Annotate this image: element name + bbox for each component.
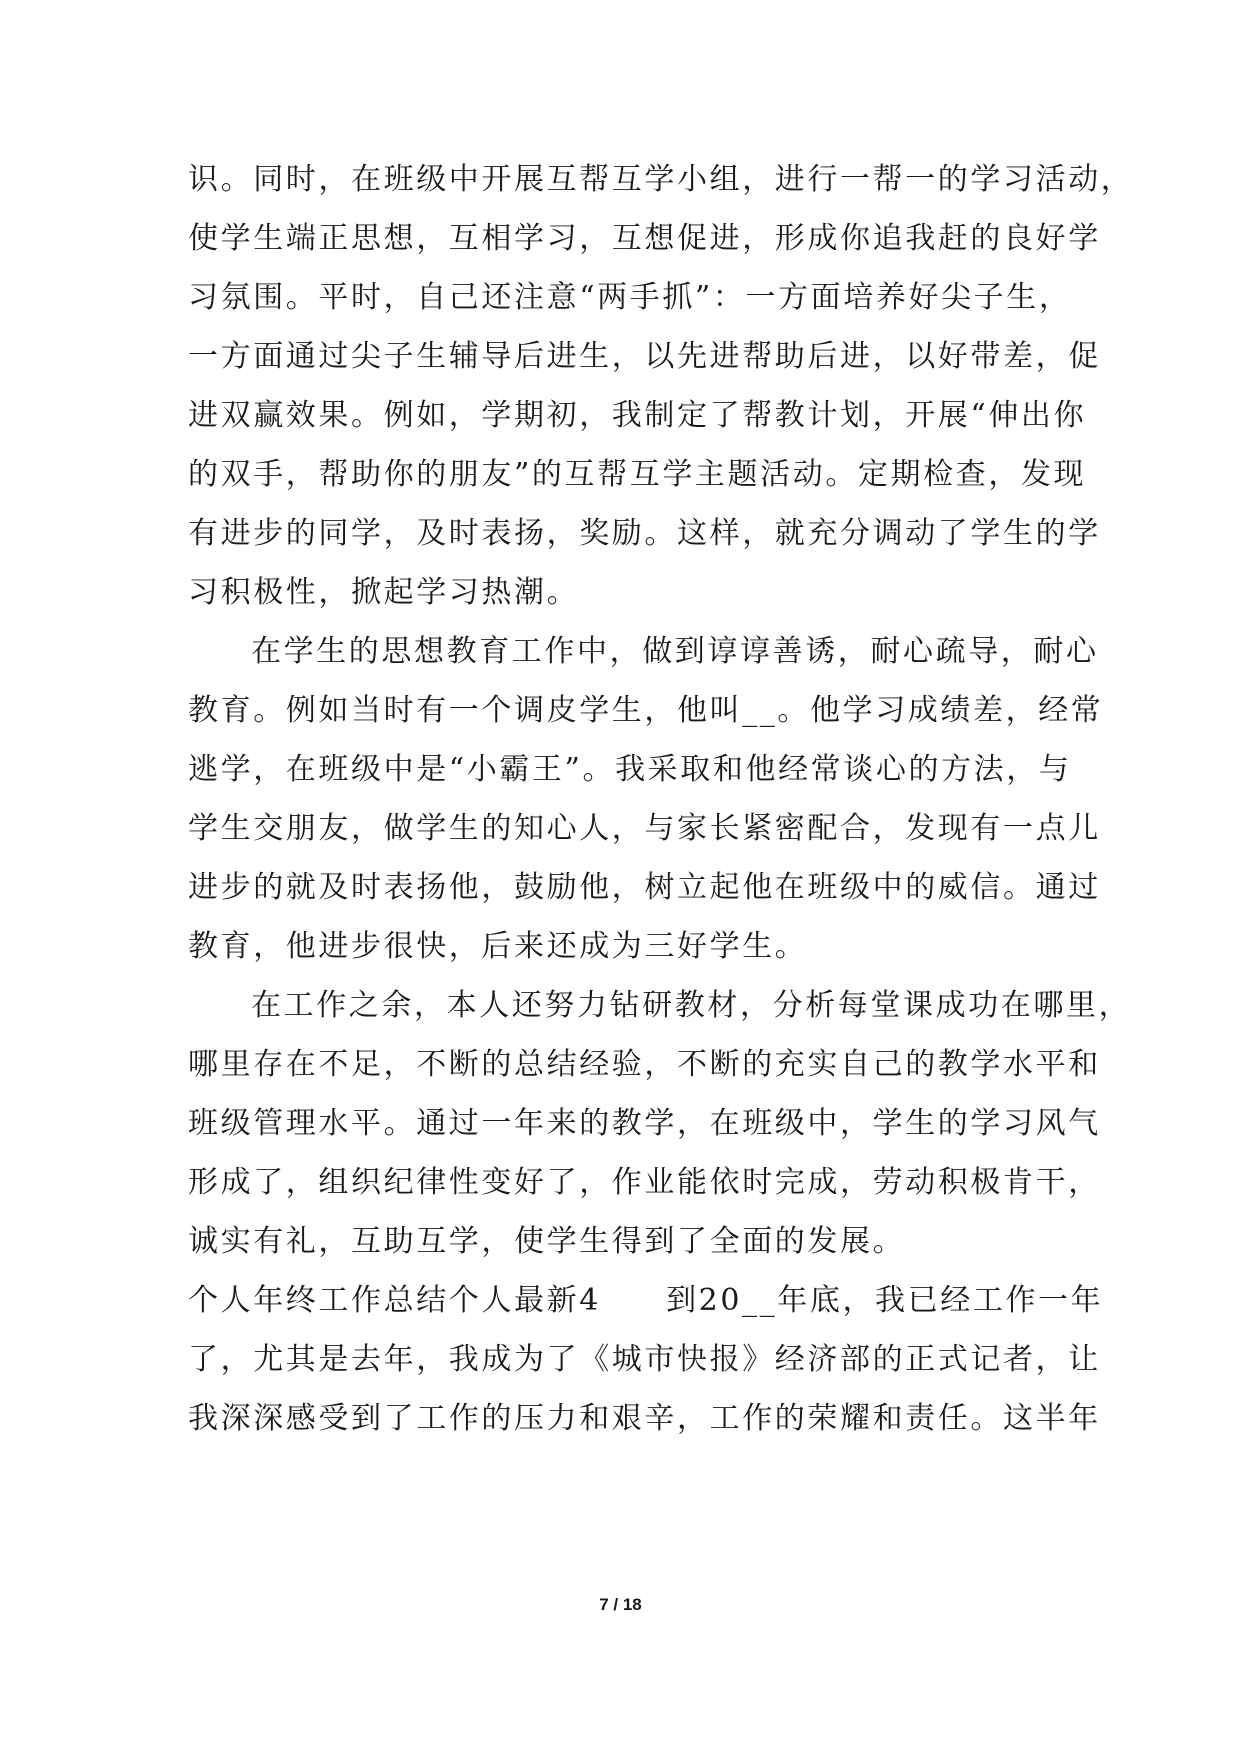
paragraph-line: 使学生端正思想，互相学习，互想促进，形成你追我赶的良好学 — [188, 221, 1101, 256]
paragraph-line: 班级管理水平。通过一年来的教学，在班级中，学生的学习风气 — [188, 1106, 1101, 1141]
paragraph-line: 逃学，在班级中是“小霸王”。我采取和他经常谈心的方法，与 — [188, 752, 1072, 787]
paragraph-line: 进步的就及时表扬他，鼓励他，树立起他在班级中的威信。通过 — [188, 870, 1101, 905]
page-number: 7 / 18 — [599, 1595, 642, 1614]
paragraph-line: 哪里存在不足，不断的总结经验，不断的充实自己的教学水平和 — [188, 1047, 1101, 1082]
paragraph-line: 教育。例如当时有一个调皮学生，他叫__。他学习成绩差，经常 — [188, 693, 1104, 728]
paragraph-first-line: 在工作之余，本人还努力钻研教材，分析每堂课成功在哪里， — [251, 988, 1132, 1023]
paragraph-line: 诚实有礼，互助互学，使学生得到了全面的发展。 — [188, 1224, 906, 1259]
paragraph-line: 的双手，帮助你的朋友”的互帮互学主题活动。定期检查，发现 — [188, 457, 1087, 492]
paragraph-line: 学生交朋友，做学生的知心人，与家长紧密配合，发现有一点儿 — [188, 811, 1101, 846]
paragraph-line: 有进步的同学，及时表扬，奖励。这样，就充分调动了学生的学 — [188, 516, 1101, 551]
paragraph-line: 我深深感受到了工作的压力和艰辛，工作的荣耀和责任。这半年 — [188, 1401, 1101, 1436]
paragraph-line: 了，尤其是去年，我成为了《城市快报》经济部的正式记者，让 — [188, 1342, 1101, 1377]
paragraph-line: 一方面通过尖子生辅导后进生，以先进帮助后进，以好带差，促 — [188, 339, 1101, 374]
paragraph-line: 习氛围。平时，自己还注意“两手抓”：一方面培养好尖子生， — [188, 280, 1072, 315]
section-heading-line: 个人年终工作总结个人最新4 到20__年底，我已经工作一年 — [188, 1283, 1104, 1318]
paragraph-line: 进双赢效果。例如，学期初，我制定了帮教计划，开展“伸出你 — [188, 398, 1087, 433]
paragraph-line: 形成了，组织纪律性变好了，作业能依时完成，劳动积极肯干， — [188, 1165, 1101, 1200]
paragraph-line: 识。同时，在班级中开展互帮互学小组，进行一帮一的学习活动， — [188, 162, 1134, 197]
paragraph-line: 习积极性，掀起学习热潮。 — [188, 575, 580, 610]
paragraph-line: 教育，他进步很快，后来还成为三好学生。 — [188, 929, 808, 964]
paragraph-first-line: 在学生的思想教育工作中，做到谆谆善诱，耐心疏导，耐心 — [251, 634, 1099, 669]
